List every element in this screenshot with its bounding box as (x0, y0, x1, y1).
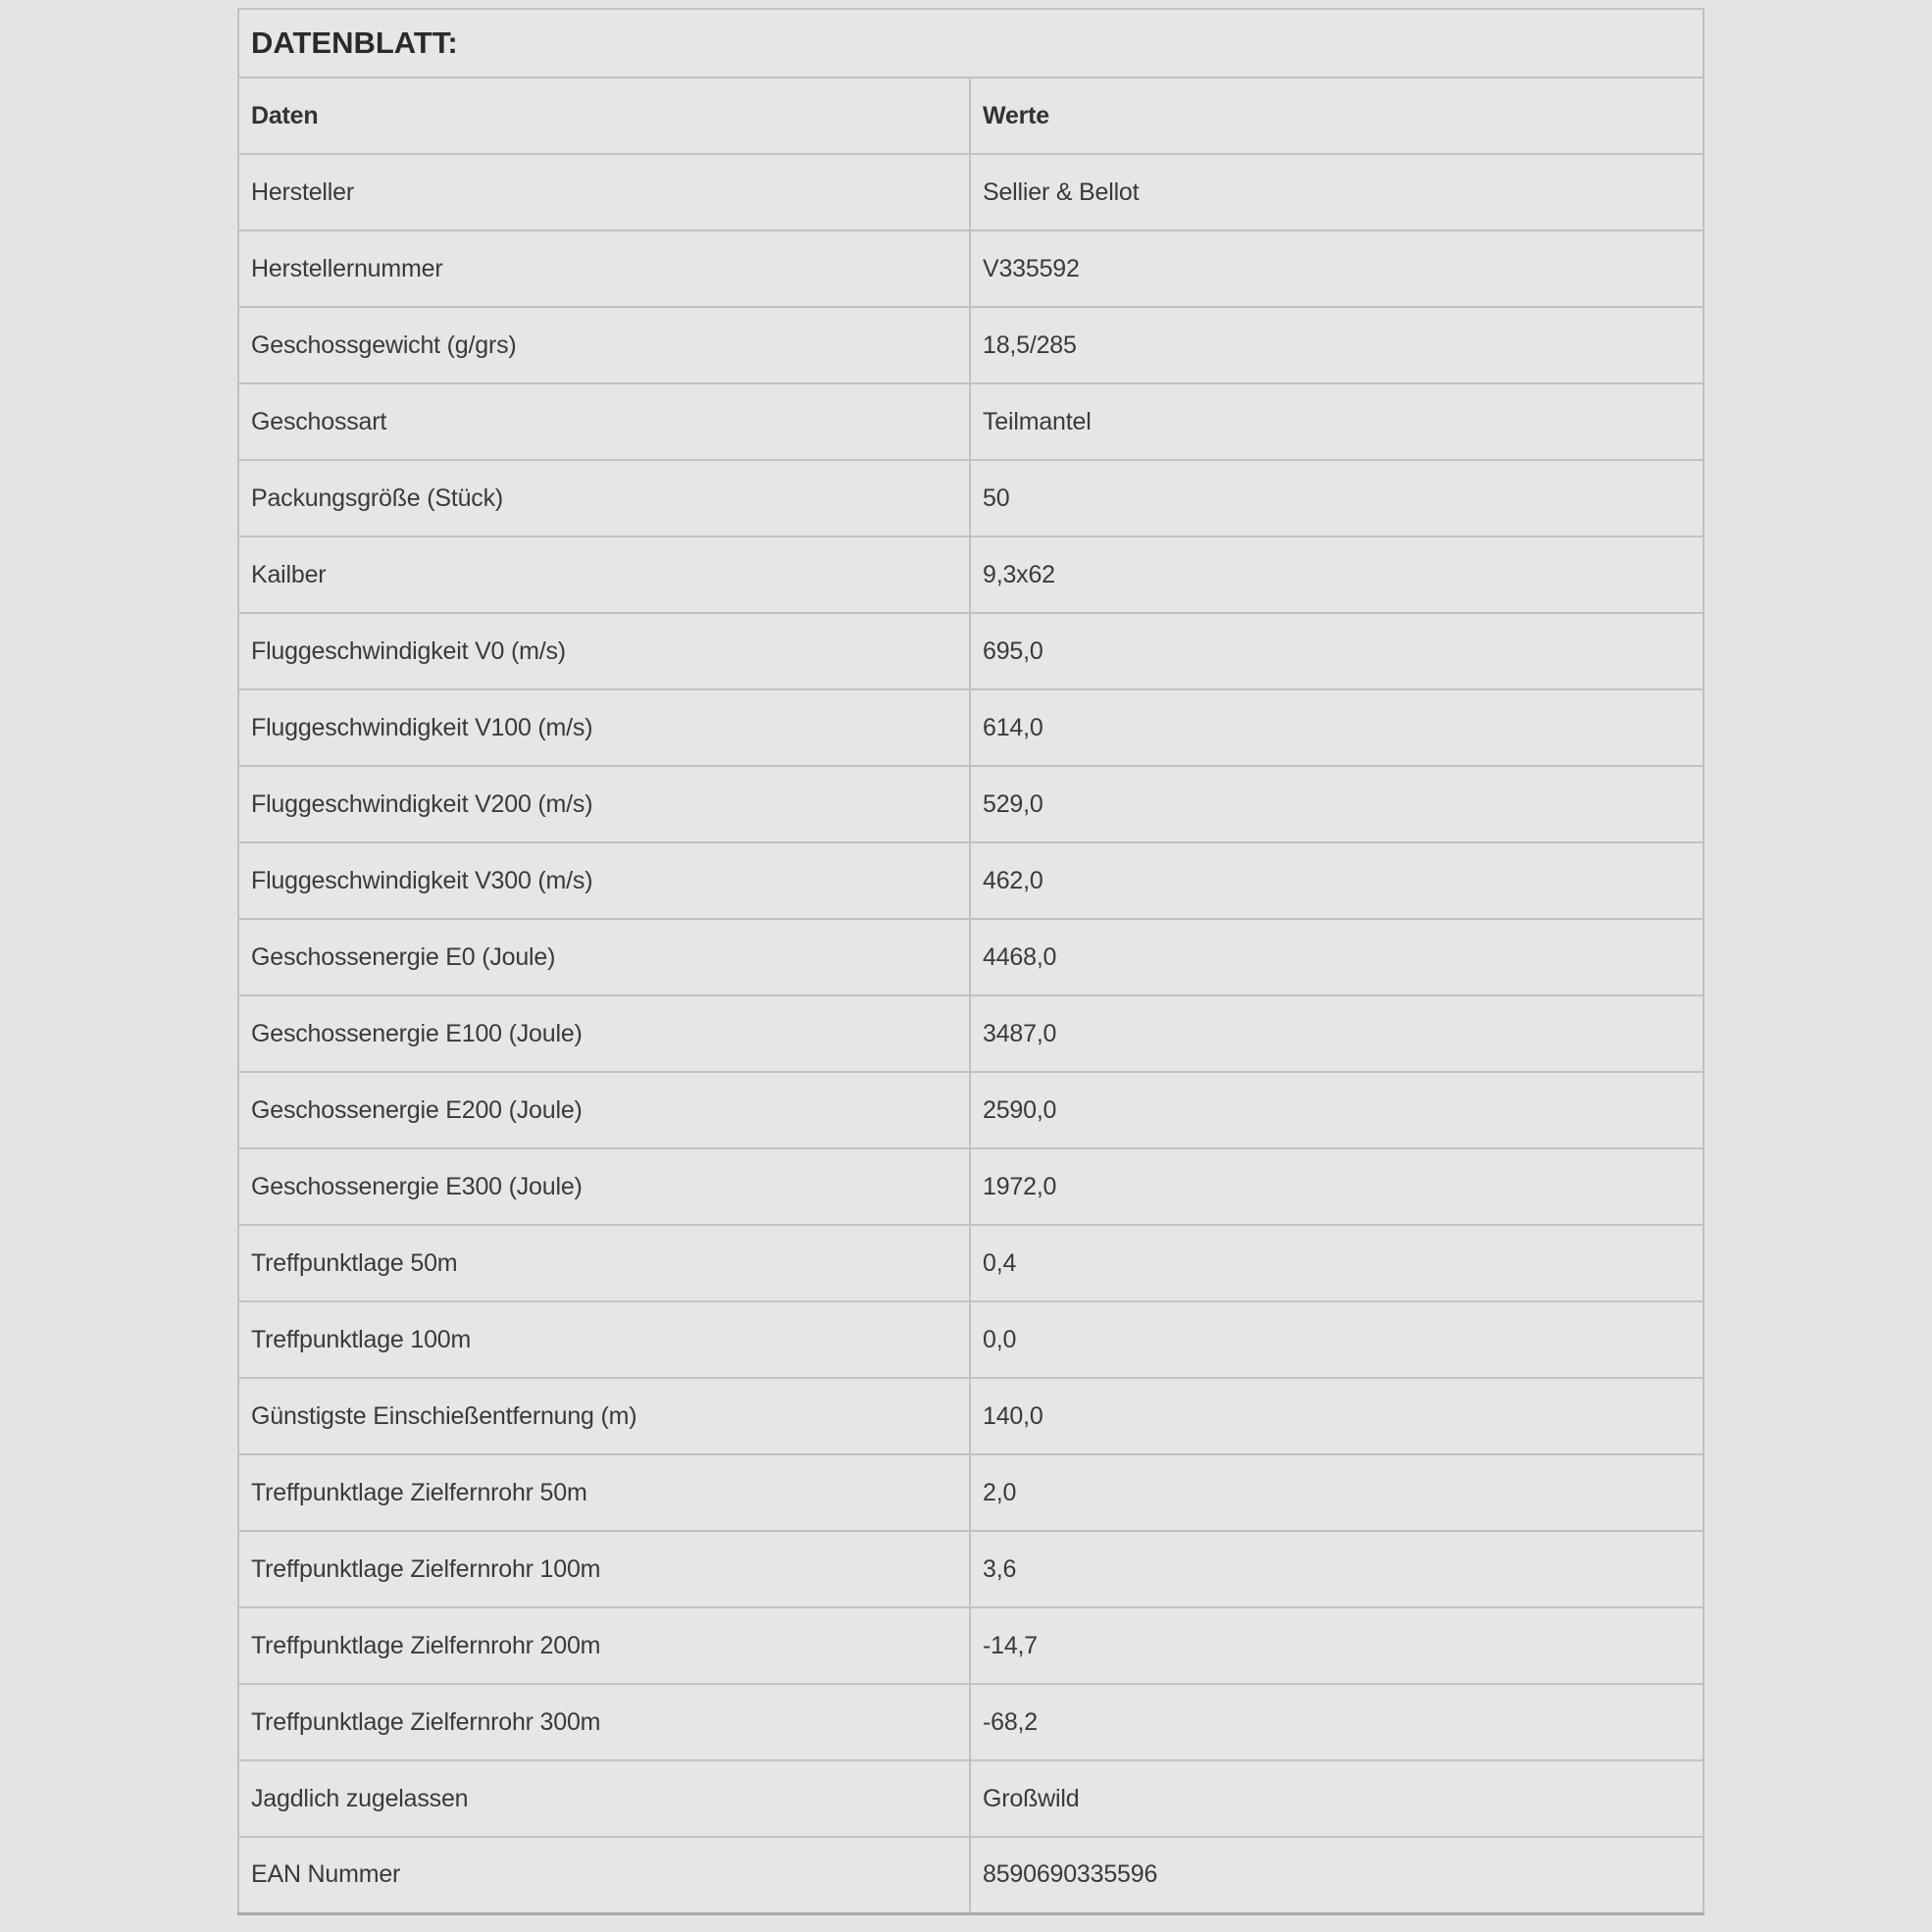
row-label: Packungsgröße (Stück) (238, 460, 970, 536)
table-row (238, 1607, 1703, 1684)
row-value: -14,7 (970, 1607, 1703, 1684)
row-label: Günstigste Einschießentfernung (m) (238, 1378, 970, 1454)
row-label: Treffpunktlage 100m (238, 1301, 970, 1378)
table-row (238, 1684, 1703, 1760)
row-value: 695,0 (970, 613, 1703, 689)
column-header-daten: Daten (238, 77, 970, 154)
table-row (238, 1301, 1703, 1378)
table-row (238, 1378, 1703, 1454)
table-row (238, 383, 1703, 460)
row-label: Fluggeschwindigkeit V200 (m/s) (238, 766, 970, 842)
table-row (238, 995, 1703, 1072)
row-value: 9,3x62 (970, 536, 1703, 613)
row-value: 3487,0 (970, 995, 1703, 1072)
row-label: Hersteller (238, 154, 970, 230)
row-label: Fluggeschwindigkeit V0 (m/s) (238, 613, 970, 689)
table-row (238, 1148, 1703, 1225)
row-label: Herstellernummer (238, 230, 970, 307)
row-value: V335592 (970, 230, 1703, 307)
row-value: 3,6 (970, 1531, 1703, 1607)
column-header-row (238, 77, 1703, 154)
row-value: 614,0 (970, 689, 1703, 766)
row-label: Treffpunktlage Zielfernrohr 300m (238, 1684, 970, 1760)
row-value: 462,0 (970, 842, 1703, 919)
row-label: Geschossgewicht (g/grs) (238, 307, 970, 383)
datasheet-title: DATENBLATT: (238, 9, 1703, 77)
row-value: 1972,0 (970, 1148, 1703, 1225)
row-value: 0,0 (970, 1301, 1703, 1378)
row-label: Geschossenergie E0 (Joule) (238, 919, 970, 995)
table-row (238, 1454, 1703, 1531)
column-header-werte: Werte (970, 77, 1703, 154)
row-label: Fluggeschwindigkeit V100 (m/s) (238, 689, 970, 766)
table-row (238, 154, 1703, 230)
row-value: Teilmantel (970, 383, 1703, 460)
row-label: Geschossenergie E100 (Joule) (238, 995, 970, 1072)
row-value: Sellier & Bellot (970, 154, 1703, 230)
table-row (238, 1837, 1703, 1913)
table-row (238, 1225, 1703, 1301)
table-row (238, 460, 1703, 536)
row-label: Geschossart (238, 383, 970, 460)
row-value: 8590690335596 (970, 1837, 1703, 1913)
row-label: Treffpunktlage Zielfernrohr 50m (238, 1454, 970, 1531)
row-label: Treffpunktlage 50m (238, 1225, 970, 1301)
table-row (238, 919, 1703, 995)
table-row (238, 613, 1703, 689)
datasheet-table (237, 8, 1704, 1915)
table-row (238, 230, 1703, 307)
row-value: 140,0 (970, 1378, 1703, 1454)
table-row (238, 1531, 1703, 1607)
row-label: EAN Nummer (238, 1837, 970, 1913)
row-label: Treffpunktlage Zielfernrohr 100m (238, 1531, 970, 1607)
row-value: Großwild (970, 1760, 1703, 1837)
row-value: -68,2 (970, 1684, 1703, 1760)
row-value: 50 (970, 460, 1703, 536)
table-row (238, 766, 1703, 842)
row-value: 2590,0 (970, 1072, 1703, 1148)
table-row (238, 536, 1703, 613)
row-label: Kailber (238, 536, 970, 613)
row-value: 18,5/285 (970, 307, 1703, 383)
table-row (238, 307, 1703, 383)
row-value: 4468,0 (970, 919, 1703, 995)
row-label: Treffpunktlage Zielfernrohr 200m (238, 1607, 970, 1684)
row-label: Geschossenergie E300 (Joule) (238, 1148, 970, 1225)
datasheet-title-row (238, 9, 1703, 77)
row-value: 529,0 (970, 766, 1703, 842)
datasheet-body (238, 154, 1703, 1913)
row-value: 2,0 (970, 1454, 1703, 1531)
row-label: Jagdlich zugelassen (238, 1760, 970, 1837)
table-row (238, 1760, 1703, 1837)
table-row (238, 1072, 1703, 1148)
row-label: Fluggeschwindigkeit V300 (m/s) (238, 842, 970, 919)
row-label: Geschossenergie E200 (Joule) (238, 1072, 970, 1148)
table-row (238, 842, 1703, 919)
table-row (238, 689, 1703, 766)
row-value: 0,4 (970, 1225, 1703, 1301)
